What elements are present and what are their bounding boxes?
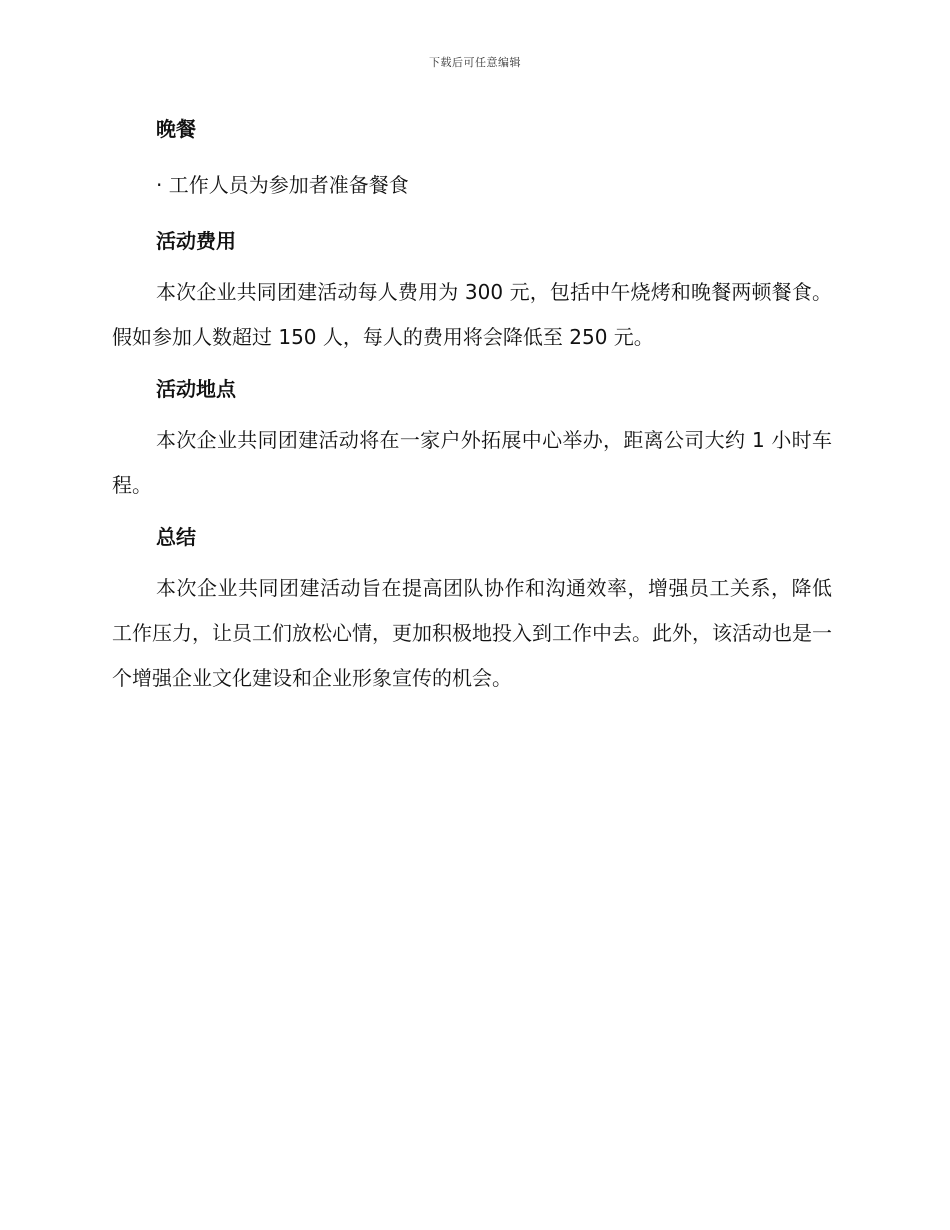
- document-body: [112, 112, 832, 701]
- section-title-cost: 活动费用: [156, 229, 236, 253]
- dinner-bullet-item: · 工作人员为参加者准备餐食: [156, 173, 409, 197]
- section-title-dinner: 晚餐: [156, 117, 196, 141]
- summary-paragraph: 本次企业共同团建活动旨在提高团队协作和沟通效率，增强员工关系，降低工作压力，让员工们放松心情，更加积极地投入到工作中去。此外，该活动也是一个增强企业文化建设和企业形象宣传的机会。: [112, 576, 832, 690]
- cost-paragraph: 本次企业共同团建活动每人费用为 300 元，包括中午烧烤和晚餐两顿餐食。假如参加人数超过 150 人，每人的费用将会降低至 250 元。: [112, 280, 832, 349]
- section-title-location: 活动地点: [156, 377, 236, 401]
- location-paragraph: 本次企业共同团建活动将在一家户外拓展中心举办，距离公司大约 1 小时车程。: [112, 428, 832, 497]
- page-header-note: 下载后可任意编辑: [429, 56, 521, 69]
- section-title-summary: 总结: [156, 525, 196, 549]
